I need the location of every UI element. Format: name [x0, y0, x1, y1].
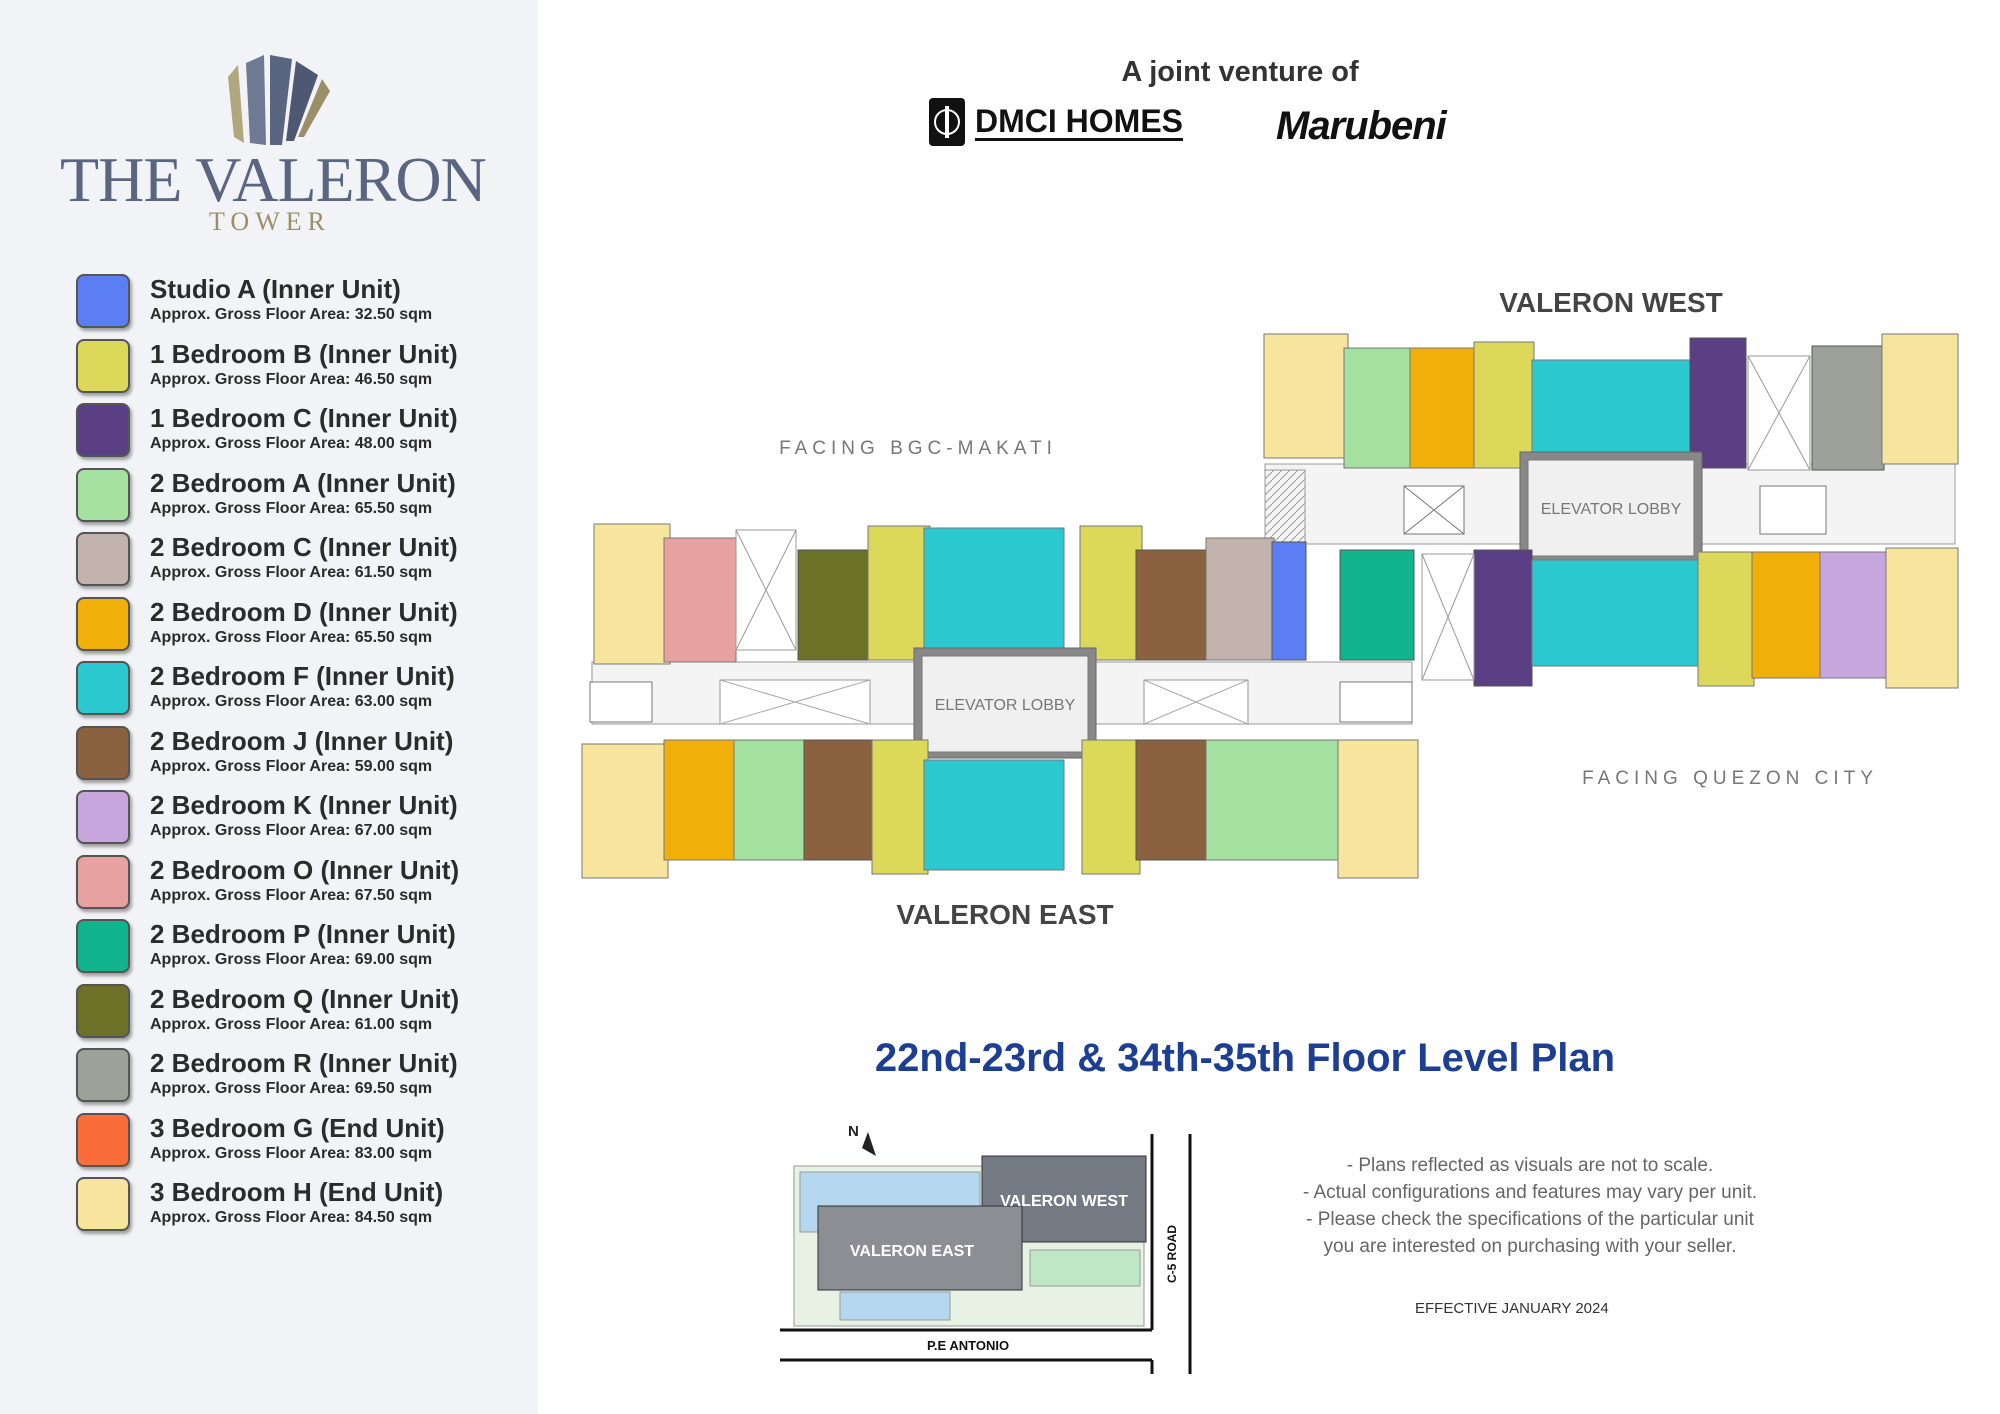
pe-antonio-label: P.E ANTONIO — [926, 1338, 1010, 1353]
legend-unit-name: 1 Bedroom B (Inner Unit) — [150, 338, 458, 369]
legend-unit-name: 1 Bedroom C (Inner Unit) — [150, 403, 458, 433]
legend-unit-name: 2 Bedroom P (Inner Unit) — [150, 919, 456, 949]
legend-unit-area: Approx. Gross Floor Area: 69.50 sqm — [150, 1080, 433, 1097]
legend-unit-name: Studio A (Inner Unit) — [150, 274, 401, 304]
joint-venture-label: A joint venture of — [1121, 56, 1359, 88]
legend-unit-area: Approx. Gross Floor Area: 61.50 sqm — [150, 564, 433, 581]
legend-unit-area: Approx. Gross Floor Area: 83.00 sqm — [150, 1144, 433, 1162]
legend-unit-name: 2 Bedroom O (Inner Unit) — [150, 854, 460, 885]
west-upper-units — [1264, 334, 1958, 470]
legend-unit-name: 2 Bedroom C (Inner Unit) — [150, 532, 458, 562]
dmci-homes-text: DMCI HOMES — [975, 103, 1183, 139]
facing-qc-label: FACING QUEZON CITY — [1582, 768, 1878, 789]
legend-unit-name: 2 Bedroom F (Inner Unit) — [150, 661, 455, 691]
legend-unit-area: Approx. Gross Floor Area: 32.50 sqm — [150, 306, 433, 323]
site-west-label: VALERON WEST — [1000, 1193, 1128, 1210]
legend-unit-area: Approx. Gross Floor Area: 84.50 sqm — [150, 1209, 433, 1226]
north-label: N — [848, 1123, 859, 1140]
facing-bgc-label: FACING BGC-MAKATI — [779, 438, 1057, 459]
legend-unit-area: Approx. Gross Floor Area: 65.50 sqm — [150, 499, 433, 517]
note-line: - Please check the specifications of the particular unit — [1306, 1209, 1754, 1230]
legend-unit-name: 2 Bedroom D (Inner Unit) — [150, 596, 458, 627]
site-map — [780, 1123, 1190, 1374]
west-lower-units — [1422, 548, 1958, 688]
legend-unit-area: Approx. Gross Floor Area: 67.50 sqm — [150, 886, 433, 904]
logo-subtitle: TOWER — [209, 207, 331, 236]
legend-unit-name: 2 Bedroom A (Inner Unit) — [150, 467, 456, 498]
logo-title: THE VALERON — [60, 144, 486, 215]
east-lower-units — [582, 740, 1418, 878]
valeron-west-label: VALERON WEST — [1499, 287, 1723, 318]
site-east-label: VALERON EAST — [849, 1243, 975, 1260]
east-upper-units — [594, 524, 1414, 664]
legend-unit-area: Approx. Gross Floor Area: 48.00 sqm — [150, 435, 433, 452]
legend-unit-area: Approx. Gross Floor Area: 59.00 sqm — [150, 757, 433, 775]
note-line: - Plans reflected as visuals are not to scale. — [1346, 1155, 1714, 1176]
legend-unit-name: 2 Bedroom R (Inner Unit) — [150, 1048, 458, 1078]
marubeni-logo: Marubeni — [1276, 104, 1446, 148]
note-line: you are interested on purchasing with your seller. — [1323, 1236, 1737, 1257]
c5-road-label: C-5 ROAD — [1165, 1224, 1179, 1284]
legend-unit-area: Approx. Gross Floor Area: 69.00 sqm — [150, 951, 433, 968]
legend-unit-area: Approx. Gross Floor Area: 63.00 sqm — [150, 693, 433, 710]
legend-unit-name: 3 Bedroom G (End Unit) — [150, 1112, 445, 1143]
legend-unit-name: 2 Bedroom J (Inner Unit) — [150, 725, 454, 756]
west-elevator-lobby-label: ELEVATOR LOBBY — [1540, 501, 1682, 518]
legend-unit-area: Approx. Gross Floor Area: 46.50 sqm — [150, 370, 433, 388]
plan-title: 22nd-23rd & 34th-35th Floor Level Plan — [874, 1036, 1616, 1080]
legend-unit-name: 2 Bedroom K (Inner Unit) — [150, 790, 458, 820]
note-line: - Actual configurations and features may vary per unit. — [1302, 1182, 1758, 1203]
notes — [1250, 1152, 1810, 1260]
legend-unit-area: Approx. Gross Floor Area: 65.50 sqm — [150, 628, 433, 646]
legend-unit-area: Approx. Gross Floor Area: 67.00 sqm — [150, 822, 433, 839]
valeron-east-label: VALERON EAST — [896, 899, 1114, 930]
effective-date: EFFECTIVE JANUARY 2024 — [1415, 1300, 1609, 1317]
legend-unit-name: 2 Bedroom Q (Inner Unit) — [150, 983, 460, 1014]
north-arrow-icon — [862, 1132, 876, 1156]
legend-unit-name: 3 Bedroom H (End Unit) — [150, 1177, 444, 1207]
legend-unit-area: Approx. Gross Floor Area: 61.00 sqm — [150, 1015, 433, 1033]
east-elevator-lobby-label: ELEVATOR LOBBY — [934, 697, 1076, 714]
